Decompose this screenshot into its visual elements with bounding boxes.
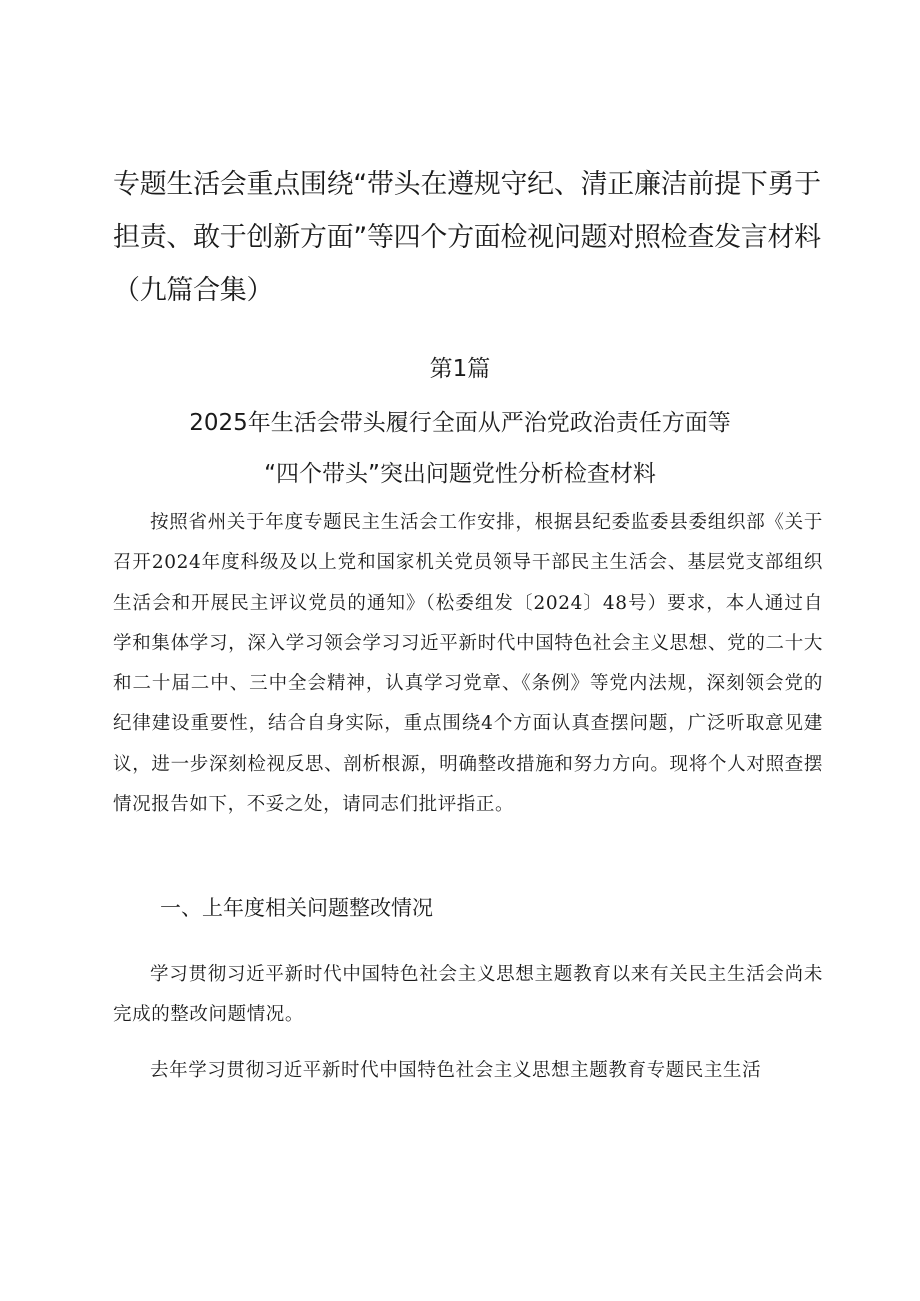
article-number: 第1篇: [429, 356, 491, 382]
article-subtitle-line-2: “四个带头”突出问题党性分析检查材料: [264, 461, 656, 487]
section-heading: 一、上年度相关问题整改情况: [160, 896, 433, 920]
article-subtitle-line-1: 2025年生活会带头履行全面从严治党政治责任方面等: [189, 410, 731, 436]
section-paragraph: 学习贯彻习近平新时代中国特色社会主义思想主题教育以来有关民主生活会尚未完成的整改问题情况。: [113, 964, 823, 1026]
section-paragraph-continued: 去年学习贯彻习近平新时代中国特色社会主义思想主题教育专题民主生活: [150, 1060, 762, 1081]
intro-paragraph: 按照省州关于年度专题民主生活会工作安排，根据县纪委监委县委组织部《关于召开2024年度科级及以上党和国家机关党员领导干部民主生活会、基层党支部组织生活会和开展民主评议党员的通知》（松委组发〔2024〕48号）要求，本人通过自学和集体学习，深入学习领会学习习近平新时代中国特色社会主义思想、党的二十大和二十届二中、三中全会精神，认真学习党章、《条例》等党内法规，深刻领会党的纪律建设重要性，结合自身实际，重点围绕4个方面认真查摆问题，广泛听取意见建议，进一步深刻检视反思、剖析根源，明确整改措施和努力方向。现将个人对照查摆情况报告如下，不妥之处，请同志们批评指正。: [113, 512, 823, 816]
document-title: 专题生活会重点围绕“带头在遵规守纪、清正廉洁前提下勇于担责、敢于创新方面”等四个方面检视问题对照检查发言材料（九篇合集）: [113, 169, 821, 306]
